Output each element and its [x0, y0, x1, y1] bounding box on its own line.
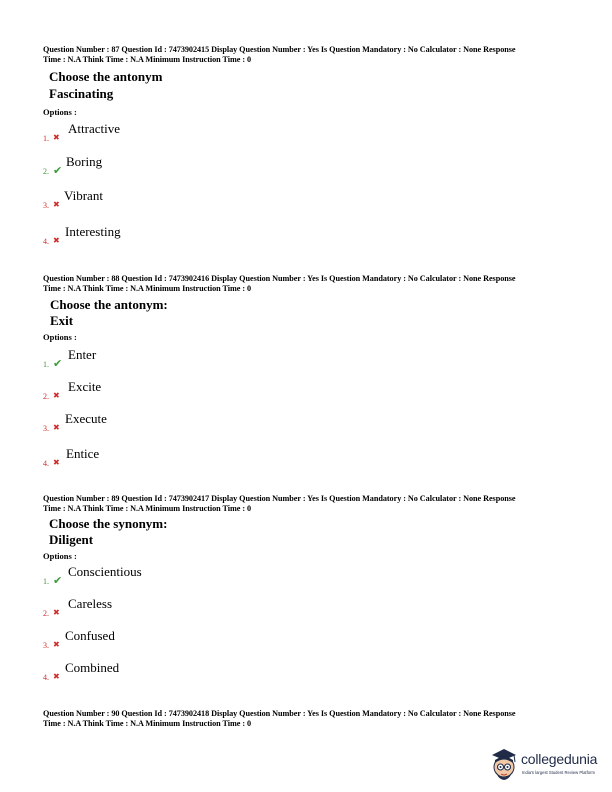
check-icon: ✔ [53, 358, 63, 370]
option-number: 1. [43, 360, 49, 369]
cross-icon: ✖ [53, 458, 60, 467]
option-text: Excite [68, 379, 102, 394]
options-label: Options : [43, 551, 77, 561]
cross-icon: ✖ [53, 423, 60, 432]
option-text: Vibrant [64, 188, 103, 203]
option-4 [43, 660, 343, 682]
option-text: Careless [68, 596, 113, 611]
option-1 [43, 347, 343, 369]
option-4 [43, 224, 343, 246]
question-meta-line2: Time : N.A Think Time : N.A Minimum Instruction Time : 0 [43, 284, 252, 293]
brand-name: collegedunia [521, 751, 598, 767]
option-text: Combined [65, 660, 120, 675]
option-number: 4. [43, 237, 49, 246]
cross-icon: ✖ [53, 133, 60, 142]
question-meta [43, 274, 573, 294]
brand-tagline: India's largest Student Review Platform [522, 770, 595, 775]
question-prompt: Choose the synonym: [49, 516, 168, 531]
question-meta-line1: Question Number : 89 Question Id : 7473902417 Display Question Number : Yes Is Question Mandatory : No Calculator : None Response [43, 494, 516, 503]
question-meta-line1: Question Number : 87 Question Id : 7473902415 Display Question Number : Yes Is Question Mandatory : No Calculator : None Response [43, 45, 516, 54]
question-word: Exit [50, 313, 74, 328]
mascot-icon [489, 746, 519, 784]
option-text: Entice [66, 446, 100, 461]
cross-icon: ✖ [53, 391, 60, 400]
option-number: 2. [43, 167, 49, 176]
question-word: Fascinating [49, 86, 114, 101]
cross-icon: ✖ [53, 608, 60, 617]
option-number: 4. [43, 459, 49, 468]
question-meta [43, 709, 573, 729]
check-icon: ✔ [53, 165, 63, 177]
option-3 [43, 411, 343, 433]
option-number: 1. [43, 577, 49, 586]
cross-icon: ✖ [53, 640, 60, 649]
question-meta-line2: Time : N.A Think Time : N.A Minimum Instruction Time : 0 [43, 719, 252, 728]
question-meta [43, 45, 573, 65]
options-label: Options : [43, 332, 77, 342]
question-meta [43, 494, 573, 514]
option-text: Enter [68, 347, 97, 362]
option-4 [43, 446, 343, 468]
question-meta-line1: Question Number : 88 Question Id : 7473902416 Display Question Number : Yes Is Question Mandatory : No Calculator : None Response [43, 274, 516, 283]
option-number: 3. [43, 641, 49, 650]
option-number: 2. [43, 609, 49, 618]
option-text: Boring [66, 154, 103, 169]
option-text: Execute [65, 411, 107, 426]
option-text: Confused [65, 628, 115, 643]
option-text: Conscientious [68, 564, 142, 579]
option-number: 3. [43, 201, 49, 210]
option-3 [43, 188, 343, 210]
check-icon: ✔ [53, 575, 63, 587]
option-number: 4. [43, 673, 49, 682]
collegedunia-logo [489, 746, 607, 784]
cross-icon: ✖ [53, 236, 60, 245]
option-2 [43, 596, 343, 618]
option-1 [43, 121, 343, 143]
question-meta-line2: Time : N.A Think Time : N.A Minimum Instruction Time : 0 [43, 55, 252, 64]
options-label: Options : [43, 107, 77, 117]
question-word: Diligent [49, 532, 94, 547]
option-text: Attractive [68, 121, 120, 136]
option-1 [43, 564, 343, 586]
option-2 [43, 154, 343, 176]
question-prompt: Choose the antonym: [50, 297, 168, 312]
question-meta-line2: Time : N.A Think Time : N.A Minimum Instruction Time : 0 [43, 504, 252, 513]
option-2 [43, 379, 343, 401]
option-3 [43, 628, 343, 650]
option-text: Interesting [65, 224, 121, 239]
option-number: 2. [43, 392, 49, 401]
option-number: 1. [43, 134, 49, 143]
option-number: 3. [43, 424, 49, 433]
cross-icon: ✖ [53, 672, 60, 681]
question-prompt: Choose the antonym [49, 69, 163, 84]
cross-icon: ✖ [53, 200, 60, 209]
question-meta-line1: Question Number : 90 Question Id : 7473902418 Display Question Number : Yes Is Question Mandatory : No Calculator : None Response [43, 709, 516, 718]
